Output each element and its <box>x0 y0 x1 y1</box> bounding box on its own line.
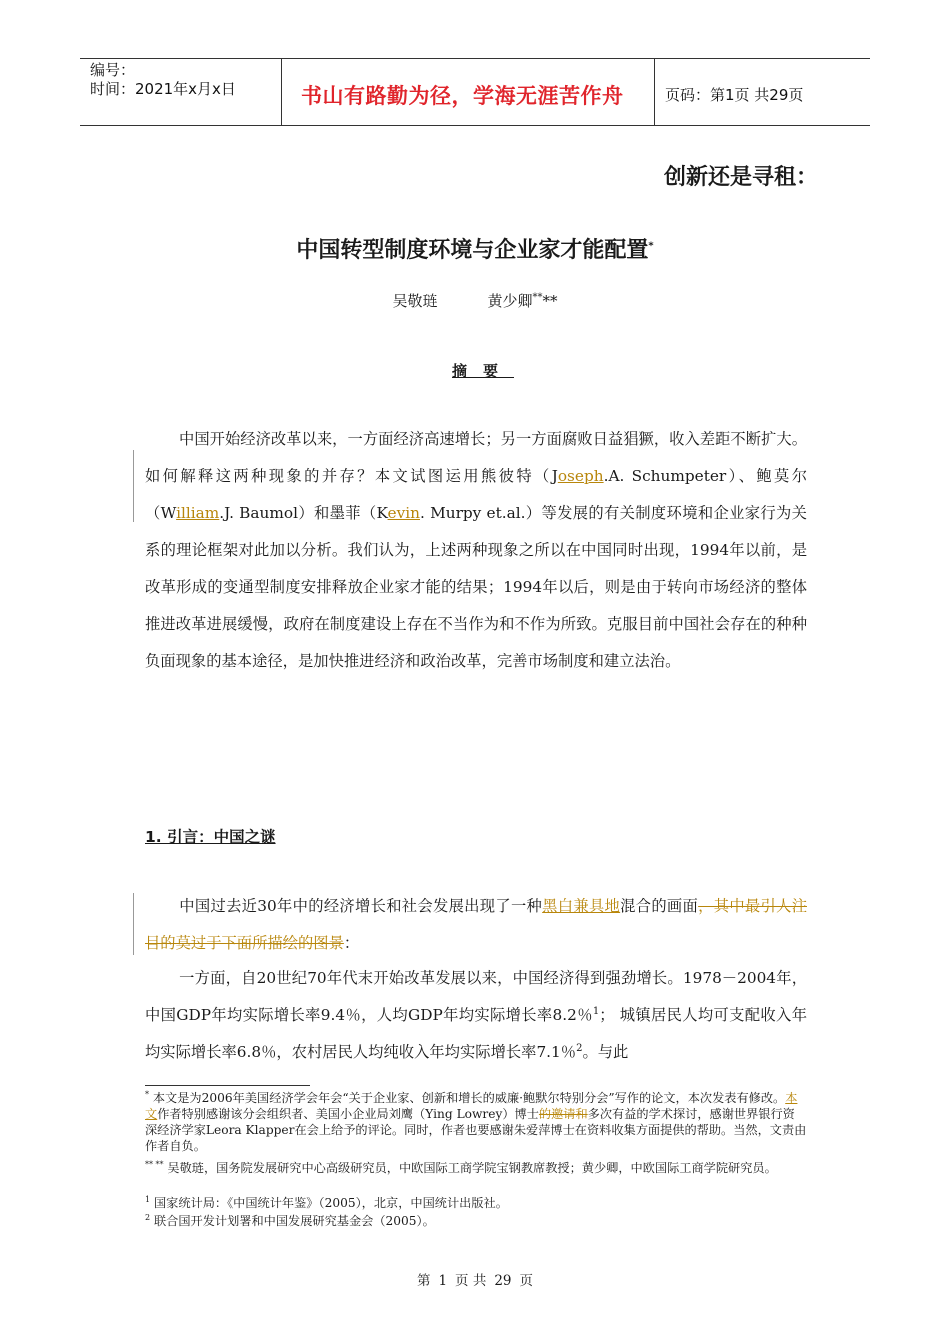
p2-footnote-2: 2 <box>576 1042 583 1054</box>
revision-bar-section1 <box>133 893 134 955</box>
p2-text-c: 。与此 <box>582 1043 629 1061</box>
revision-bar-abstract <box>133 450 134 522</box>
author-2-mark: ** <box>532 292 543 303</box>
author-2: 黄少卿 <box>487 292 533 310</box>
footnote-1-deleted: 的邀请和 <box>538 1107 588 1121</box>
author-2-extra: ** <box>542 292 558 310</box>
footnote-2-mark: ** ** <box>145 1159 164 1169</box>
title-line2 <box>0 233 950 264</box>
footnote-4-mark: 2 <box>145 1212 151 1222</box>
header-number-label: 编号： <box>90 61 136 79</box>
footnote-2-text: 吴敬琏，国务院发展研究中心高级研究员，中欧国际工商学院宝钢教席教授；黄少卿，中欧国际工商学院研究员。 <box>163 1161 777 1175</box>
footnote-4-text: 联合国开发计划署和中国发展研究基金会（2005）。 <box>150 1214 435 1228</box>
footnote-4 <box>145 1213 807 1229</box>
footnote-3 <box>145 1195 807 1211</box>
abstract-text-a: 中国开始经济改革以来，一方面经济高速增长；另一方面腐败日益猖獗，收入差距不断扩大。如何解释这两种现象的并存？本文试图运用熊彼特（J <box>145 430 807 485</box>
p1-text-a: 中国过去近30年中的经济增长和社会发展出现了一种 <box>179 897 543 915</box>
p1-deleted-text: ，其中最引人注目的莫过于下面所描绘的图景 <box>145 897 807 952</box>
abstract-edit-william: illiam <box>176 504 220 522</box>
footnote-1 <box>145 1090 807 1154</box>
footer-total-pages: 29 <box>494 1273 512 1289</box>
footnote-3-text: 国家统计局：《中国统计年鉴》（2005），北京，中国统计出版社。 <box>150 1196 508 1210</box>
footnote-3-mark: 1 <box>145 1194 151 1204</box>
header-motto: 书山有路勤为径，学海无涯苦作舟 <box>301 84 624 108</box>
abstract-paragraph <box>145 421 807 680</box>
footnote-separator <box>145 1085 310 1086</box>
footer-page-number: 1 <box>438 1273 448 1289</box>
header-time-label: 时间：2021年x月x日 <box>90 80 236 98</box>
footnote-1-text-c: 多次有益的学术探讨，感谢世界银行资深经济学家Leora Klapper在会上给予的评论。同时，作者也要感谢朱爱萍博士在资料收集方面提供的帮助。当然，文责由作者自负。 <box>145 1107 807 1153</box>
header-top-rule <box>80 58 870 59</box>
title-line1: 创新还是寻租： <box>663 165 818 190</box>
abstract-edit-kevin: evin <box>387 504 420 522</box>
authors <box>0 290 950 311</box>
title-line2-text: 中国转型制度环境与企业家才能配置 <box>296 238 649 263</box>
footnote-1-mark: * <box>145 1089 149 1099</box>
abstract-text-e: .J. Baumol）和墨菲（K <box>219 504 388 522</box>
section1-paragraph-2 <box>145 960 807 1071</box>
header-bottom-rule <box>80 125 870 126</box>
author-1: 吴敬琏 <box>392 292 438 310</box>
header-divider-left <box>281 58 282 126</box>
header-divider-right <box>654 58 655 126</box>
abstract-text-c: .A. Schumpeter）、鲍莫尔（W <box>145 467 807 522</box>
section-heading: 1. 引言：中国之谜 <box>145 828 276 846</box>
abstract-edit-joseph: oseph <box>557 467 604 485</box>
footnote-1-text-b: 作者特别感谢该分会组织者、美国小企业局刘鹰（Ying Lowrey）博士 <box>157 1107 539 1121</box>
footnote-1-inserted: 本文 <box>145 1091 798 1121</box>
title-footnote-mark: * <box>648 240 654 252</box>
p2-footnote-1: 1 <box>592 1005 600 1017</box>
p1-text-b: 混合的画面 <box>620 897 699 915</box>
footer-suffix: 页 <box>519 1273 534 1289</box>
abstract-heading: 摘要 <box>451 362 514 380</box>
footer-prefix: 第 <box>416 1273 431 1289</box>
abstract-text-g: . Murpy et.al.）等发展的有关制度环境和企业家行为关系的理论框架对此加以分析。我们认为，上述两种现象之所以在中国同时出现，1994年以前，是改革形成的变通型制度安排释放企业家才能的结果；1994年以后，则是由于转向市场经济的整体推进改革进展缓慢，政府在制度建设上存在不当作为和不作为所致。克服目前中国社会存在的种种负面现象的基本途径，是加快推进经济和政治改革，完善市场制度和建立法治。 <box>145 504 807 670</box>
footnote-1-text-a: 本文是为2006年美国经济学会年会“关于企业家、创新和增长的威廉·鲍默尔特别分会”写作的论文，本次发表有修改。 <box>149 1091 786 1105</box>
footer-mid: 页 共 <box>455 1273 487 1289</box>
header-page-code: 页码：第1页 共29页 <box>665 86 804 104</box>
p1-inserted-text: 黑白兼具地 <box>542 897 621 915</box>
p2-text-a: 一方面，自20世纪70年代末开始改革发展以来，中国经济得到强劲增长。1978－2004年，中国GDP年均实际增长率9.4％，人均GDP年均实际增长率8.2％ <box>145 969 807 1024</box>
p1-text-c: ： <box>343 934 360 952</box>
page-footer <box>0 1269 950 1289</box>
section1-paragraph-1 <box>145 888 807 962</box>
p2-text-b: ； 城镇居民人均可支配收入年均实际增长率6.8％，农村居民人均纯收入年均实际增长率7.1％ <box>145 1006 807 1061</box>
footnote-2 <box>145 1160 807 1176</box>
